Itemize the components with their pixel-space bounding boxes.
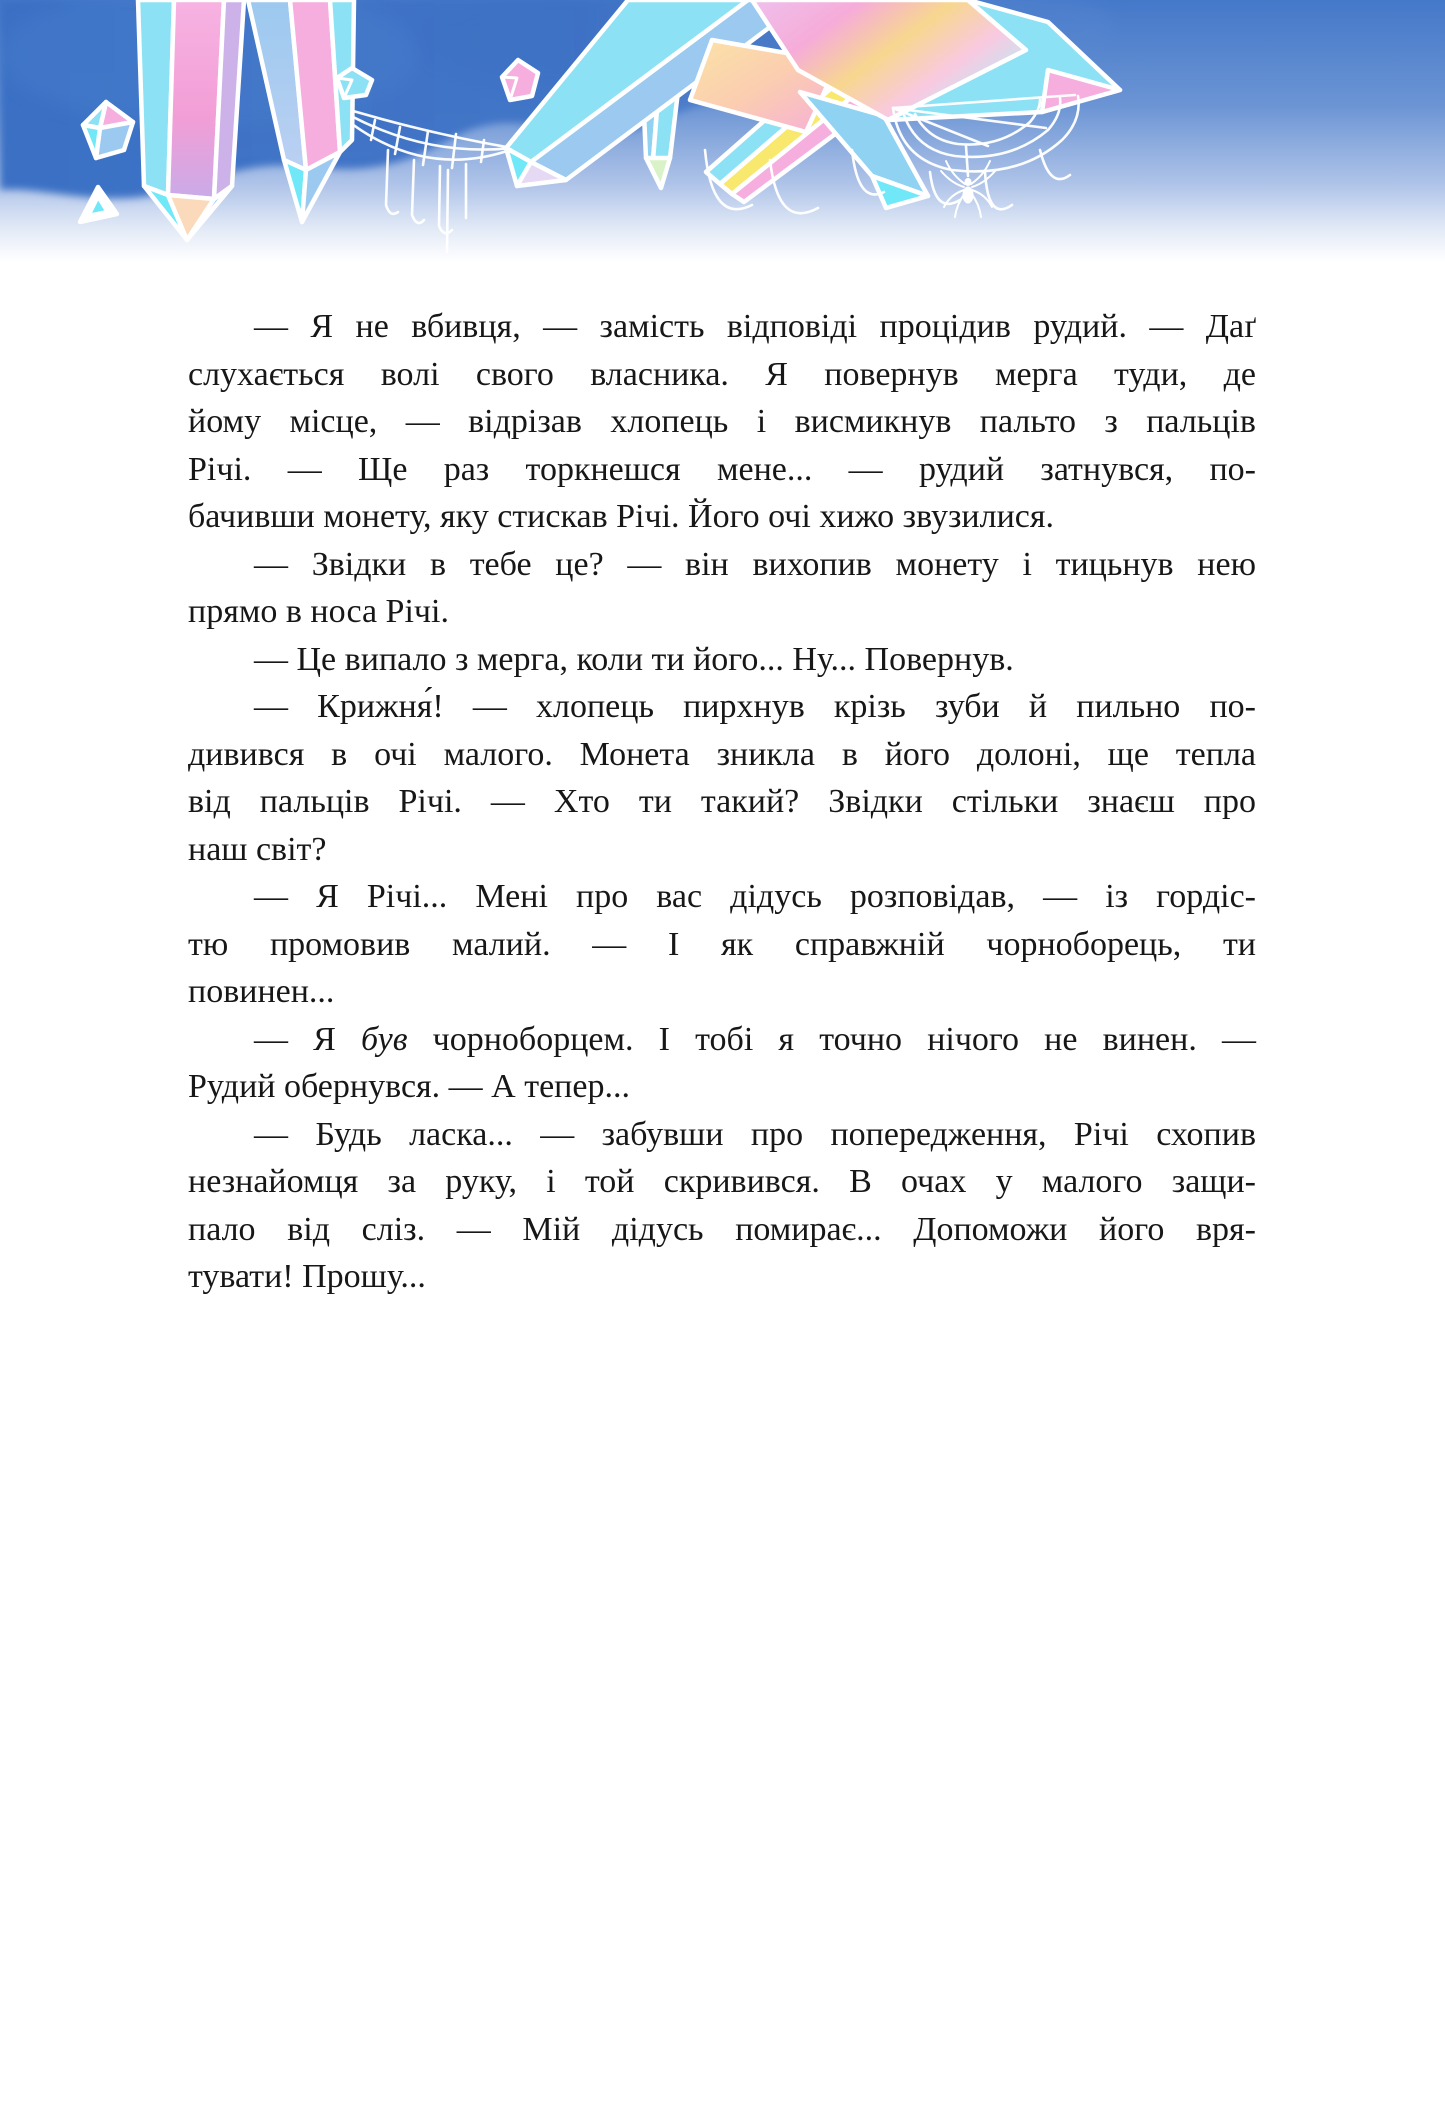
paragraph <box>188 1016 1256 1111</box>
text-line <box>188 1111 1256 1159</box>
paragraph <box>188 1111 1256 1301</box>
text-segment: дивився в очі малого. Монета зникла в його долоні, ще тепла <box>188 735 1256 773</box>
text-line <box>188 1206 1256 1254</box>
text-segment: — Звідки в тебе це? — він вихопив монету і тицьнув нею <box>254 545 1256 583</box>
paragraph <box>188 873 1256 1016</box>
text-segment: слухається волі свого власника. Я повернув мерга туди, де <box>188 355 1256 393</box>
text-line <box>188 1158 1256 1206</box>
text-line <box>188 826 1256 874</box>
text-line <box>188 778 1256 826</box>
text-line <box>188 1063 1256 1111</box>
text-segment: бачивши монету, яку стискав Річі. Його очі хижо звузилися. <box>188 498 1055 535</box>
text-segment: — Я Річі... Мені про вас дідусь розповідав, — із гордіс- <box>254 878 1256 915</box>
text-line <box>188 873 1256 921</box>
text-line <box>188 398 1256 446</box>
text-line <box>188 541 1256 589</box>
text-line <box>188 588 1256 636</box>
paragraph <box>188 303 1256 541</box>
text-line <box>188 683 1256 731</box>
text-segment: прямо в носа Річі. <box>188 593 449 630</box>
emphasized-text: був <box>360 1020 408 1058</box>
text-line <box>188 1253 1256 1301</box>
text-segment: пало від сліз. — Мій дідусь помирає... Допоможи його вря- <box>188 1210 1256 1248</box>
text-line <box>188 1016 1256 1064</box>
text-segment: — Будь ласка... — забувши про попередження, Річі схопив <box>254 1115 1256 1153</box>
text-segment: незнайомця за руку, і той скривився. В очах у малого защи- <box>188 1163 1256 1200</box>
paragraph <box>188 541 1256 636</box>
text-segment: — Я не вбивця, — замість відповіді процідив рудий. — Даґ <box>254 308 1256 345</box>
text-segment: тувати! Прошу... <box>188 1258 426 1295</box>
text-segment: — Крижня́! — хлопець пирхнув крізь зуби й пильно по- <box>254 688 1256 725</box>
text-line <box>188 636 1256 684</box>
text-line <box>188 303 1256 351</box>
page-text <box>188 303 1256 1301</box>
paragraph <box>188 683 1256 873</box>
text-segment: — Це випало з мерга, коли ти його... Ну... Повернув. <box>254 640 1014 678</box>
text-segment: повинен... <box>188 973 335 1010</box>
text-segment: від пальців Річі. — Хто ти такий? Звідки стільки знаєш про <box>188 783 1256 820</box>
text-segment: наш світ? <box>188 830 327 868</box>
text-line <box>188 351 1256 399</box>
header-illustration <box>0 0 1445 262</box>
text-line <box>188 731 1256 779</box>
text-line <box>188 968 1256 1016</box>
text-line <box>188 493 1256 541</box>
text-line <box>188 921 1256 969</box>
text-line <box>188 446 1256 494</box>
text-segment: Річі. — Ще раз торкнешся мене... — рудий затнувся, по- <box>188 450 1256 488</box>
paragraph <box>188 636 1256 684</box>
text-segment: йому місце, — відрізав хлопець і висмикнув пальто з пальців <box>188 403 1256 440</box>
text-segment: Рудий обернувся. — А тепер... <box>188 1068 630 1105</box>
text-segment: чорноборцем. І тобі я точно нічого не винен. — <box>407 1020 1256 1058</box>
text-segment: тю промовив малий. — І як справжній чорноборець, ти <box>188 925 1256 963</box>
text-segment: — Я <box>254 1020 361 1058</box>
